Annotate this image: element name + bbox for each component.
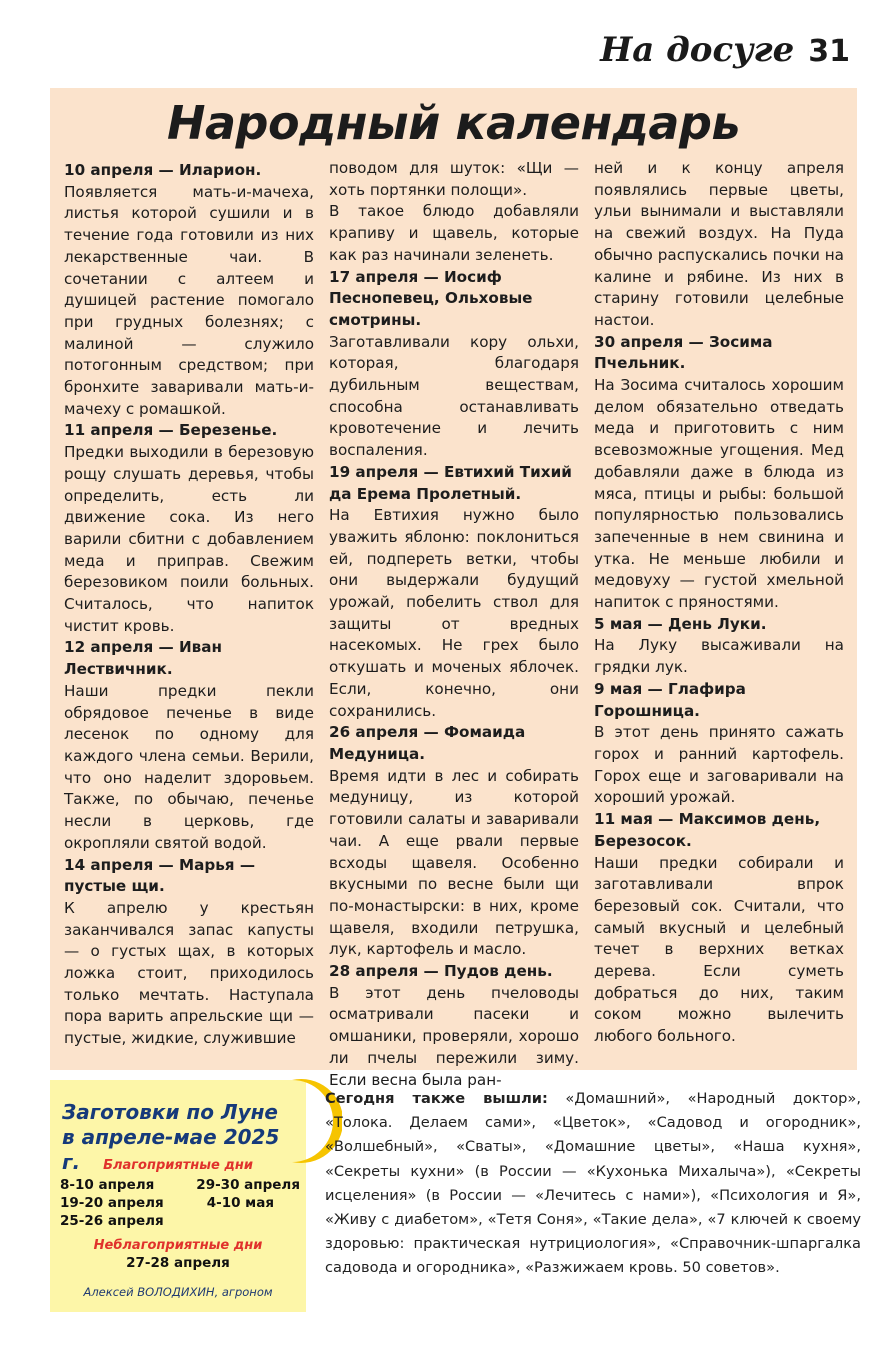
- calendar-article: [50, 88, 857, 1089]
- entry-heading: 12 апреля — Иван Лествичник.: [64, 638, 223, 679]
- entry-text: В этот день принято сажать горох и ранний картофель. Горох еще и заговаривали на хороший урожай.: [594, 723, 844, 807]
- entry-text: На Зосима считалось хорошим делом обязательно отведать меда и приготовить с ним всевозможные угощения. Мед добавляли даже в блюда из мяса, птицы и рыбы: большой популярностью пользовались запеченные в нем свинина и утка. Не меньше любили и медовуху — густой хмельной напиток с пряностями.: [594, 376, 844, 612]
- article-column-2: [329, 158, 579, 1091]
- entry-heading: 28 апреля — Пудов день.: [329, 962, 553, 981]
- moon-title-line-2: в апреле-мае 2025 г.: [62, 1125, 280, 1174]
- entry-text: На Евтихия нужно было уважить яблоню: поклониться ей, подпереть ветки, чтобы они выдержали будущий урожай, побелить ствол для защиты от вредных насекомых. Не грех было откушать и моченых яблочек. Если, конечно, они сохранились.: [329, 506, 579, 720]
- section-title: На досуге: [600, 30, 795, 70]
- favorable-date: 29-30 апреля: [196, 1177, 300, 1193]
- entry-text: Время идти в лес и собирать медуницу, из которой готовили салаты и заваривали чаи. А еще рвали первые всходы щавеля. Особенно вкусными по весне были щи по-монастырски: в них, кроме щавеля, входили петрушка, лук, картофель и масло.: [329, 766, 579, 959]
- also-published-label: Сегодня также вышли:: [325, 1090, 548, 1107]
- entry-heading: 19 апреля — Евтихий Тихий да Ерема Пролетный.: [329, 462, 572, 503]
- moon-author: Алексей ВОЛОДИХИН, агроном: [83, 1285, 273, 1299]
- entry-heading: 11 мая — Максимов день, Березосок.: [594, 810, 821, 850]
- entry-text: В такое блюдо добавляли крапиву и щавель, которые как раз начинали зеленеть.: [329, 202, 579, 264]
- favorable-row: [60, 1176, 300, 1194]
- entry-text: Предки выходили в березовую рощу слушать деревья, чтобы определить, есть ли движение сока. Из него варили сбитни с добавлением меда и приправ. Свежим березовиком поили больных. Считалось, что напиток чистит кровь.: [64, 443, 314, 635]
- favorable-row: [60, 1194, 300, 1212]
- article-title: Народный календарь: [167, 96, 740, 150]
- favorable-date: 4-10 мая: [206, 1195, 274, 1211]
- favorable-date: 8-10 апреля: [60, 1177, 155, 1193]
- also-published: [325, 1087, 861, 1281]
- entry-heading: 5 мая — День Луки.: [594, 614, 767, 633]
- entry-text: Наши предки пекли обрядовое печенье в виде лесенок по одному для каждого члена семьи. Верили, что оно наделит здоровьем. Также, по обычаю, печенье несли в церковь, где окропляли святой водой.: [64, 681, 314, 852]
- entry-heading: 14 апреля — Марья — пустые щи.: [64, 855, 256, 896]
- unfavorable-date: 27-28 апреля: [126, 1255, 230, 1271]
- entry-text: Появляется мать-и-мачеха, листья которой сушили и в течение года готовили из них лекарственные чаи. В сочетании с алтеем и душицей растение помогало при грудных болезнях; с малиной — служило потогонным средством; при бронхите заваривали мать-и-мачеху с ромашкой.: [64, 182, 314, 418]
- page-header: [600, 30, 850, 70]
- also-published-list: «Домашний», «Народный доктор», «Толока. Делаем сами», «Цветок», «Садовод и огородник», «Волшебный», «Сваты», «Домашние цветы», «Наша кухня», «Секреты кухни» (в России — «Кухонька Михалыча»), «Секреты исцеления» (в России — «Лечитесь с нами»), «Психология и Я», «Живу с диабетом», «Тетя Соня», «Такие дела», «7 ключей к своему здоровью: практическая нутрициология», «Справочник-шпаргалка садовода и огородника», «Разжижаем кровь. 50 советов».: [325, 1090, 861, 1277]
- article-column-1: [64, 160, 314, 1050]
- entry-text: Наши предки собирали и заготавливали впрок березовый сок. Считали, что самый вкусный и целебный течет в верхних ветках дерева. Если суметь добраться до них, таким соком можно вылечить любого больного.: [594, 853, 844, 1046]
- entry-heading: 9 мая — Глафира Горошница.: [594, 679, 746, 720]
- entry-heading: 10 апреля — Иларион.: [64, 161, 262, 179]
- favorable-row: [60, 1212, 300, 1230]
- article-column-3: [594, 158, 844, 1048]
- favorable-date: 19-20 апреля: [60, 1195, 164, 1211]
- entry-heading: 26 апреля — Фомаида Медуница.: [329, 723, 526, 763]
- entry-text: В этот день пчеловоды осматривали пасеки и омшаники, проверяли, хорошо ли пчелы пережили зиму. Если весна была ран-: [329, 983, 579, 1089]
- favorable-dates: [60, 1176, 300, 1230]
- page-number: 31: [808, 34, 850, 69]
- entry-text: К апрелю у крестьян заканчивался запас капусты — о густых щах, в которых ложка стоит, приходилось только мечтать. Наступала пора варить апрельские щи — пустые, жидкие, служившие: [64, 898, 314, 1048]
- moon-title-line-1: Заготовки по Луне: [62, 1100, 278, 1124]
- entry-text: поводом для шуток: «Щи — хоть портянки полощи».: [329, 159, 579, 199]
- moon-calendar-box: [50, 1080, 306, 1312]
- favorable-date: 25-26 апреля: [60, 1213, 164, 1229]
- favorable-days-label: Благоприятные дни: [103, 1158, 253, 1173]
- entry-text: Заготавливали кору ольхи, которая, благодаря дубильным веществам, способна останавливать кровотечение и лечить воспаления.: [329, 332, 579, 460]
- entry-heading: 11 апреля — Березенье.: [64, 421, 278, 440]
- entry-text: ней и к концу апреля появлялись первые цветы, ульи вынимали и выставляли на свежий воздух. На Пуда обычно распускались почки на калине и рябине. Из них в старину готовили целебные настои.: [594, 159, 844, 329]
- entry-heading: 17 апреля — Иосиф Песнопевец, Ольховые смотрины.: [329, 267, 533, 329]
- entry-text: На Луку высаживали на грядки лук.: [594, 636, 844, 677]
- entry-heading: 30 апреля — Зосима Пчельник.: [594, 332, 773, 373]
- unfavorable-days-label: Неблагоприятные дни: [93, 1238, 263, 1253]
